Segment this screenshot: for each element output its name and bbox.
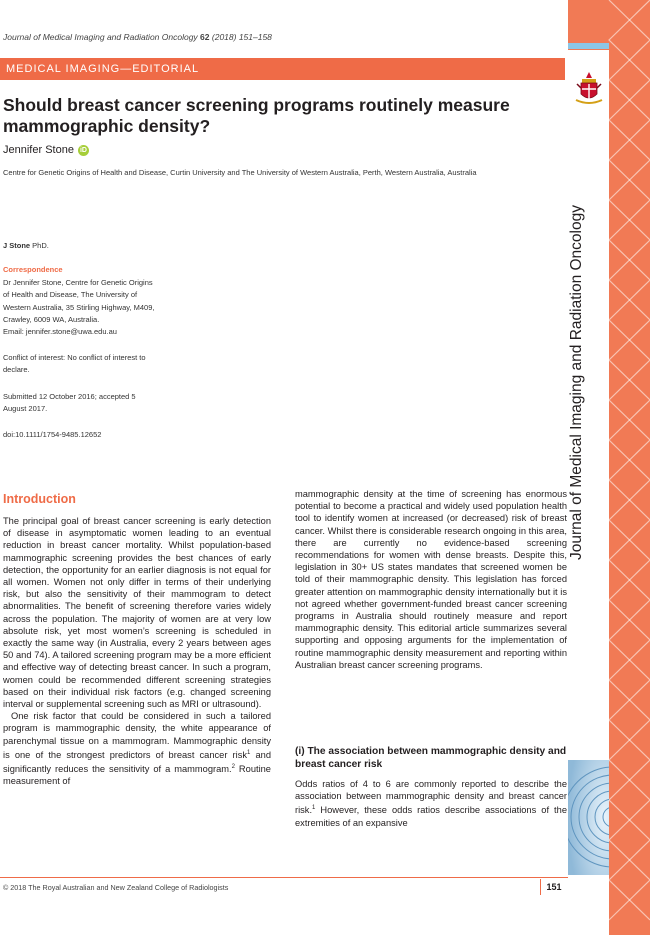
introduction-heading: Introduction: [3, 492, 76, 506]
author-line: [3, 144, 89, 156]
paragraph: [3, 710, 271, 787]
sidebar-accent-strip: [568, 43, 609, 49]
subsection-heading: (i) The association between mammographic density and breast cancer risk: [295, 746, 567, 770]
author-short-name: J Stone: [3, 241, 31, 250]
paragraph-text: Routine measurement of: [3, 764, 271, 787]
paragraph-text: and significantly reduces the sensitivity of a mammogram.: [3, 749, 271, 775]
author-degree-text: PhD.: [30, 241, 49, 250]
paragraph: mammographic density at the time of screening has enormous potential to become a practical and widely used population health tool to identify women at increased (or decreased) risk of breast cancer. Whilst there is considerable research ongoing in this area, there are currently no evidence-based screening recommendations for women with dense breasts. Despite this, legislation in 30+ US states mandates that screened women be told of their mammographic density. This legislation has forced greater attention on mammographic density internationally but it is not agreed whether government-funded breast cancer screening programs in Australia should routinely measure and report mammographic density. This editorial article summarizes several supporting and opposing arguments for the implementation of routine mammographic density measurement and reporting within Australian breast cancer screening programs.: [295, 489, 567, 670]
college-crest-icon: [574, 70, 604, 111]
journal-year-pages: (2018) 151–158: [211, 32, 272, 42]
copyright-notice: © 2018 The Royal Australian and New Zealand College of Radiologists: [3, 883, 229, 892]
article-title: Should breast cancer screening programs routinely measure mammographic density?: [3, 95, 510, 136]
author-name: Jennifer Stone: [3, 144, 74, 156]
citation-ref[interactable]: 1: [312, 805, 316, 812]
paragraph: The principal goal of breast cancer screening is early detection of disease in asymptomatic women leading to an eventual reduction in breast cancer mortality. Whilst population-based mammographic screening provides the best chances of early detection, the opportunity for an earlier diagnosis is not equal for all women. Women not only differ in terms of their underlying risk, but also the sensitivity of their mammogram to detect abnormalities. The benefit of screening therefore varies widely across the population. The majority of women are at very low absolute risk, yet most women’s screening is scheduled in exactly the same way (in Australia, every 2 years between ages 50 and 74). A tailored screening program may be a more efficient and effective way of detecting breast cancer. In such a program, women could be recommended different screening strategies based on their individual risk factors (e.g. changed screening interval or supplemental screening such as MRI or ultrasound).: [3, 516, 271, 710]
body-column-left: [3, 515, 271, 788]
citation-ref[interactable]: 2: [231, 764, 235, 771]
conflict-statement: [3, 352, 183, 377]
orcid-icon[interactable]: iD: [79, 146, 87, 154]
section-banner: MEDICAL IMAGING—EDITORIAL: [0, 58, 565, 80]
correspondence-line: Western Australia, 35 Stirling Highway, M409,: [3, 302, 155, 312]
body-column-right-continued: [295, 778, 567, 829]
submitted-line: August 2017.: [3, 404, 48, 414]
journal-volume: 62: [200, 32, 210, 42]
doi-link[interactable]: doi:10.1111/1754-9485.12652: [3, 430, 102, 439]
correspondence-line: Dr Jennifer Stone, Centre for Genetic Origins: [3, 278, 153, 287]
sidebar-journal-title-text: Journal of Medical Imaging and Radiation Oncology: [568, 205, 585, 560]
submission-dates: [3, 391, 183, 416]
conflict-line: declare.: [3, 365, 30, 375]
footer-divider: [0, 877, 568, 878]
paragraph: [295, 778, 567, 829]
page-number: 151: [540, 879, 567, 895]
conflict-line: Conflict of interest: No conflict of interest to: [3, 353, 146, 362]
sidebar-ripple-graphic: [568, 760, 609, 880]
paragraph-text: Odds ratios of 4 to 6 are commonly reported to describe the association between mammographic density and breast cancer risk.: [295, 779, 567, 816]
correspondence-address: [3, 277, 183, 338]
correspondence-email[interactable]: Email: jennifer.stone@uwa.edu.au: [3, 327, 117, 337]
journal-citation: [3, 32, 272, 42]
author-degree: [3, 240, 183, 252]
correspondence-heading: Correspondence: [3, 265, 63, 274]
submitted-line: Submitted 12 October 2016; accepted 5: [3, 392, 136, 401]
author-affiliation: Centre for Genetic Origins of Health and Disease, Curtin University and The University of Western Australia, Perth, Western Australia, Australia: [3, 168, 477, 177]
correspondence-line: Crawley, 6009 WA, Australia.: [3, 314, 100, 324]
body-column-right: [295, 488, 567, 671]
paragraph-text: However, these odds ratios describe associations of the extremities of an expansive: [295, 805, 567, 828]
correspondence-line: of Health and Disease, The University of: [3, 290, 138, 300]
journal-name: Journal of Medical Imaging and Radiation Oncology: [3, 32, 198, 42]
paragraph-text: One risk factor that could be considered in such a tailored program is mammographic density, the white appearance of parenchymal tissue on a mammogram. Mammographic density is one of the strongest predictors of breast cancer risk: [3, 711, 271, 760]
citation-ref[interactable]: 1: [247, 749, 251, 756]
